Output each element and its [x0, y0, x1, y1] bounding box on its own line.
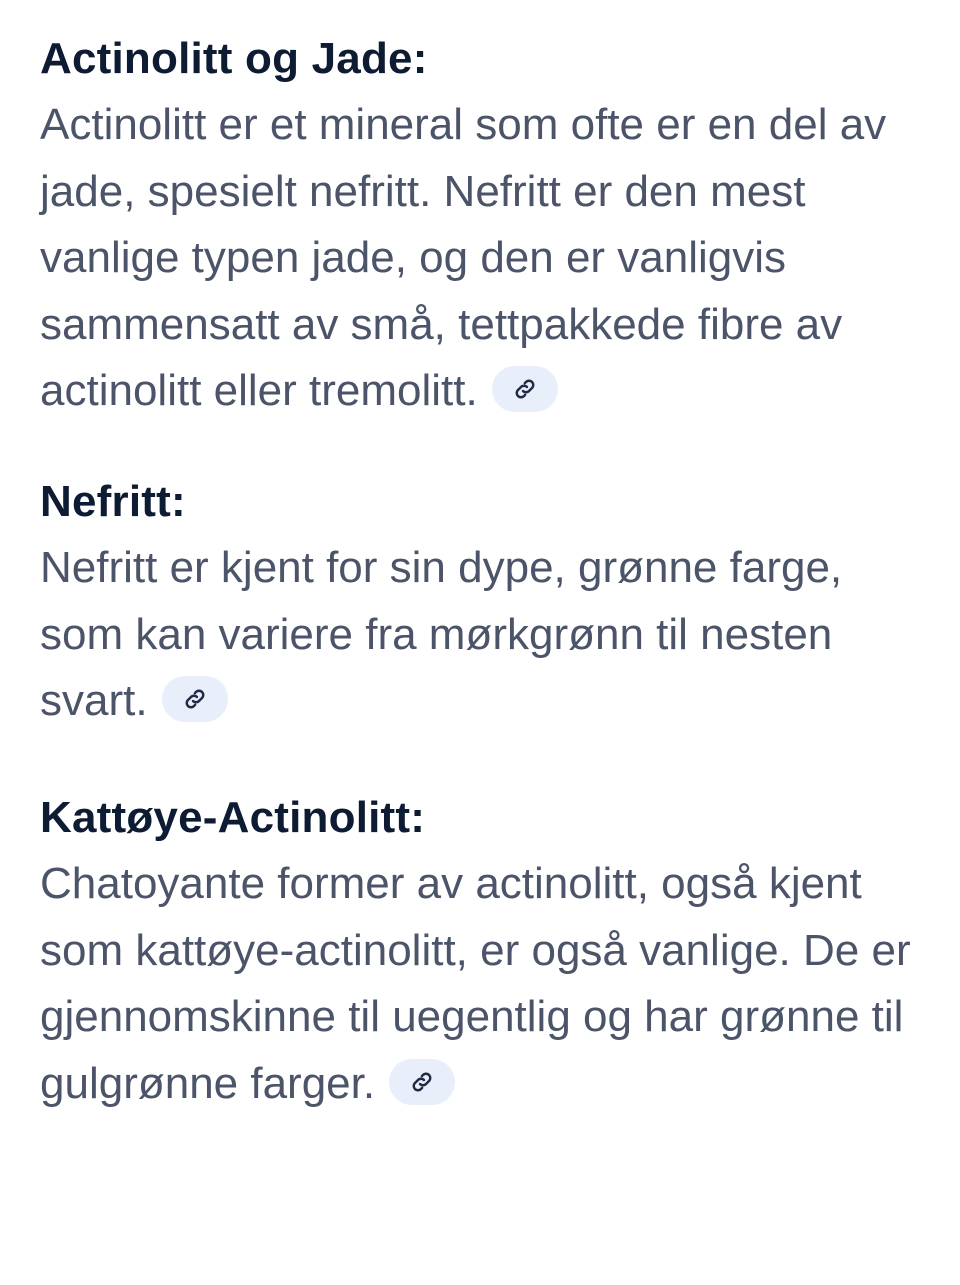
section-heading: Nefritt: — [40, 476, 186, 526]
section-body-text: Chatoyante former av actinolitt, også kjent som kattøye-actinolitt, er også vanlige. De er gjennomskinne til uegentlig og har grønne til gulgrønne farger. — [40, 858, 911, 1109]
section-body — [40, 92, 920, 425]
source-link-chip[interactable] — [389, 1059, 455, 1105]
section-body-text: Nefritt er kjent for sin dype, grønne farge, som kan variere fra mørkgrønn til nesten svart. — [40, 542, 843, 726]
section-kattoye-actinolitt — [40, 785, 920, 1118]
section-body — [40, 535, 920, 735]
section-heading: Kattøye-Actinolitt: — [40, 792, 426, 842]
section-body — [40, 851, 920, 1118]
link-icon — [410, 1070, 434, 1094]
source-link-chip[interactable] — [492, 366, 558, 412]
section-body-text: Actinolitt er et mineral som ofte er en del av jade, spesielt nefritt. Nefritt er den mest vanlige typen jade, og den er vanligvis sammensatt av små, tettpakkede fibre av actinolitt eller tremolitt. — [40, 100, 887, 416]
link-icon — [183, 687, 207, 711]
section-heading: Actinolitt og Jade: — [40, 34, 428, 83]
section-nefritt — [40, 469, 920, 735]
source-link-chip[interactable] — [162, 676, 228, 722]
section-actinolitt-og-jade — [40, 26, 920, 425]
link-icon — [513, 377, 537, 401]
